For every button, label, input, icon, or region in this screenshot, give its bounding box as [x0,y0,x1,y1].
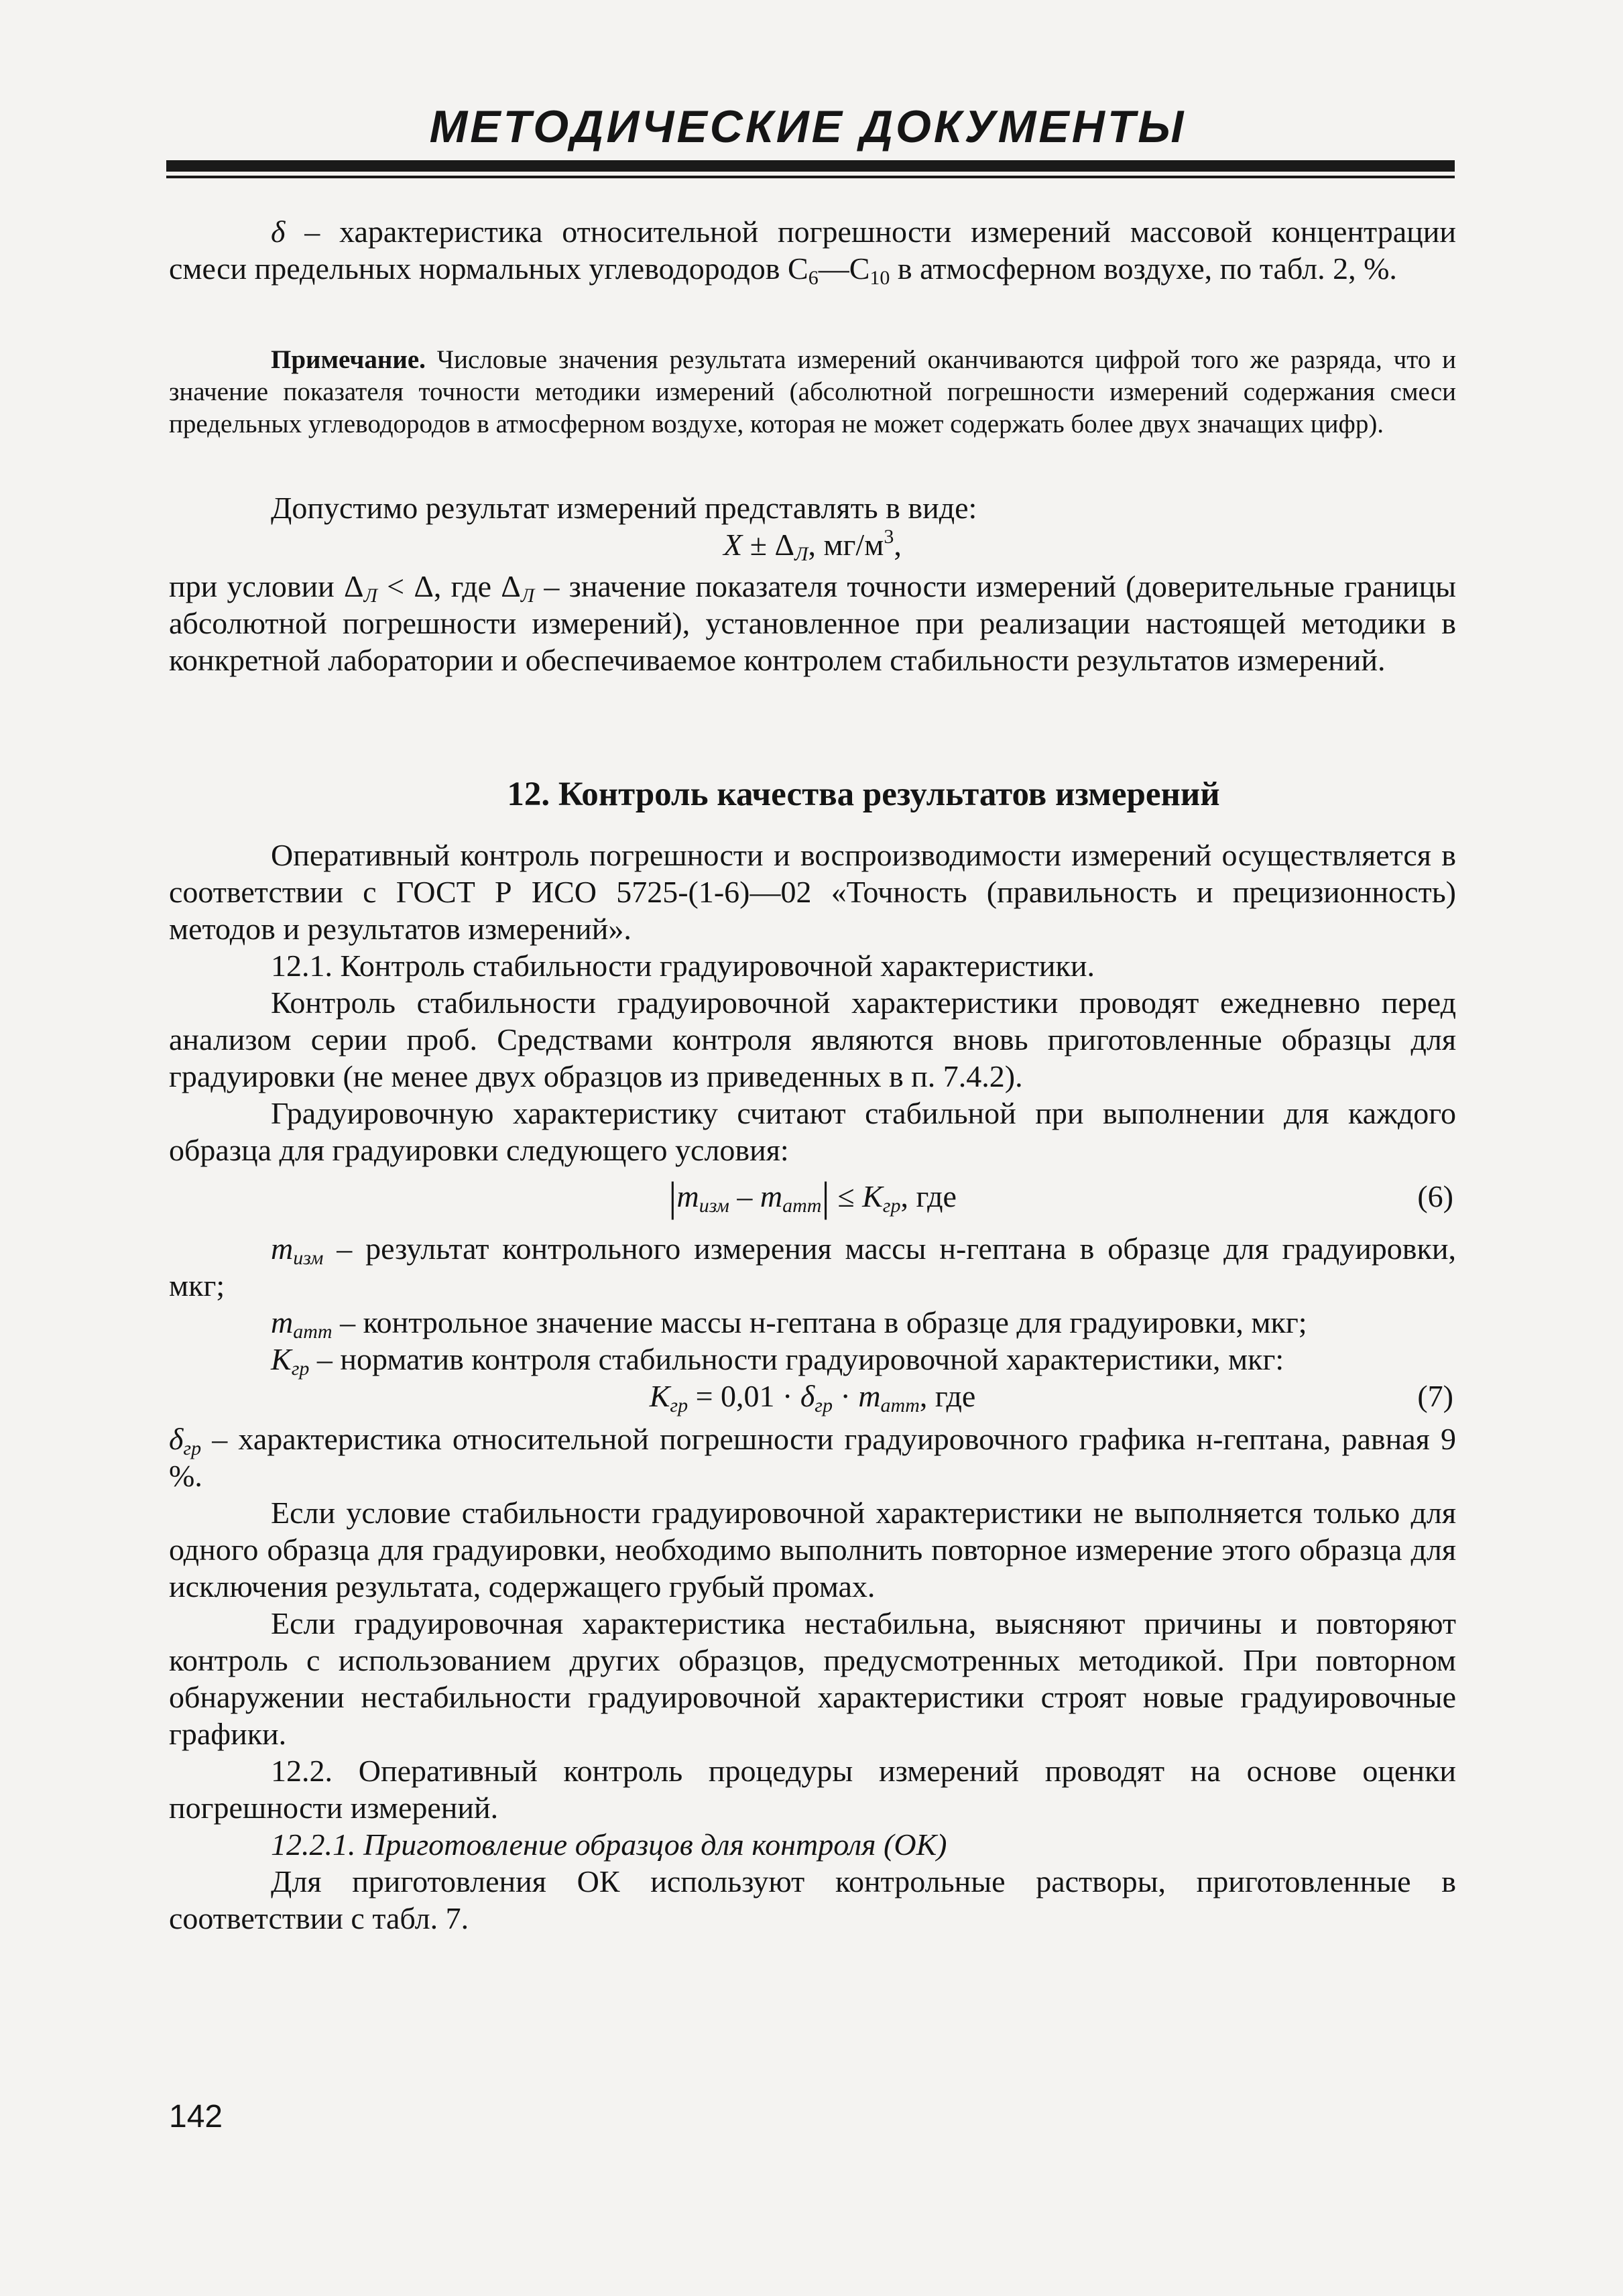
definition-k-gr: $K_{гр}$ – норматив контроля стабильности градуировочной характеристики, мкг: [271,1342,1284,1380]
header-rule-thin [166,176,1455,178]
note-label: Примечание. [271,345,426,374]
delta-definition: δ – характеристика относительной погрешности измерений массовой концентрации смеси предельных нормальных углеводородов $С_6—С_{10}$ в атмосферном воздухе, по табл. 2, %. [169,215,1456,289]
delta-definition-block [169,213,1456,287]
instability-paragraph: Если градуировочная характеристика нестабильна, выясняют причины и повторяют контроль с использованием других образцов, предусмотренных методикой. При повторном обнаружении нестабильности градуировочной характеристики строят новые градуировочные графики. [169,1606,1456,1751]
preparation-paragraph: Для приготовления ОК используют контрольные растворы, приготовленные в соответствии с табл. 7. [169,1864,1456,1935]
result-format-block [169,489,1456,678]
stability-condition-paragraph: Градуировочную характеристику считают стабильной при выполнении для каждого образца для градуировки следующего условия: [169,1096,1456,1167]
note-paragraph: Примечание. Числовые значения результата измерений оканчиваются цифрой того же разряда, что и значение показателя точности методики измерений (абсолютной погрешности измерений содержания смеси предельных углеводородов в атмосферном воздухе, которая не может содержать более двух значащих цифр). [169,345,1456,438]
running-header-title: МЕТОДИЧЕСКИЕ ДОКУМЕНТЫ [429,101,1187,152]
formula-6: $|m_{изм} - m_{атт}| \le K_{гр}$, где (6) [668,1174,1453,1220]
definition-m-izm: $m_{изм}$ – результат контрольного измерения массы н-гептана в образце для градуировки, мкг; [169,1231,1456,1303]
formula-7-number: (7) [1417,1379,1453,1413]
daily-control-paragraph: Контроль стабильности градуировочной характеристики проводят ежедневно перед анализом серии проб. Средствами контроля являются вновь приготовленные образцы для градуировки (не менее двух образцов из приведенных в п. 7.4.2). [169,985,1456,1093]
section-12-heading: 12. Контроль качества результатов измерений [507,776,1220,813]
repeat-measurement-paragraph: Если условие стабильности градуировочной характеристики не выполняется только для одного образца для градуировки, необходимо выполнить повторное измерение этого образца для исключения результата, содержащего грубый промах. [169,1496,1456,1604]
page-number: 142 [169,2099,223,2134]
definition-m-att: $m_{атт}$ – контрольное значение массы н-гептана в образце для градуировки, мкг; [271,1305,1307,1343]
operative-control-paragraph: Оперативный контроль погрешности и воспроизводимости измерений осуществляется в соответствии с ГОСТ Р ИСО 5725-(1-6)—02 «Точность (правильность и прецизионность) методов и результатов измерений». [169,838,1456,946]
formula-result: $X \pm \Delta_Л$, $мг/м^3$, [723,526,902,565]
allow-paragraph: Допустимо результат измерений представлять в виде: [271,491,977,525]
definition-delta-gr: $\delta_{гр}$ – характеристика относительной погрешности градуировочного графика н-гептана, равная 9 %. [169,1422,1456,1493]
condition-paragraph: при условии $\Delta_Л < \Delta$, где $\Delta_Л$ – значение показателя точности измерений (доверительные границы абсолютной погрешности измерений), установленное при реализации настоящей методики в конкретной лаборатории и обеспечиваемое контролем стабильности результатов измерений. [169,569,1456,677]
formula-6-number: (6) [1417,1179,1453,1213]
clause-12-1: 12.1. Контроль стабильности градуировочной характеристики. [271,949,1095,983]
section-12-heading-block [169,776,1456,813]
clause-12-2-1: 12.2.1. Приготовление образцов для контроля (ОК) [271,1827,947,1862]
formula-7: $K_{гр} = 0,01 \cdot \delta_{гр} \cdot m_{атт}$, где (7) [649,1379,1453,1416]
section-12-body [169,837,1456,1937]
clause-12-2: 12.2. Оперативный контроль процедуры измерений проводят на основе оценки погрешности измерений. [169,1754,1456,1825]
note-block [169,344,1456,440]
header-rule-thick [166,160,1455,172]
